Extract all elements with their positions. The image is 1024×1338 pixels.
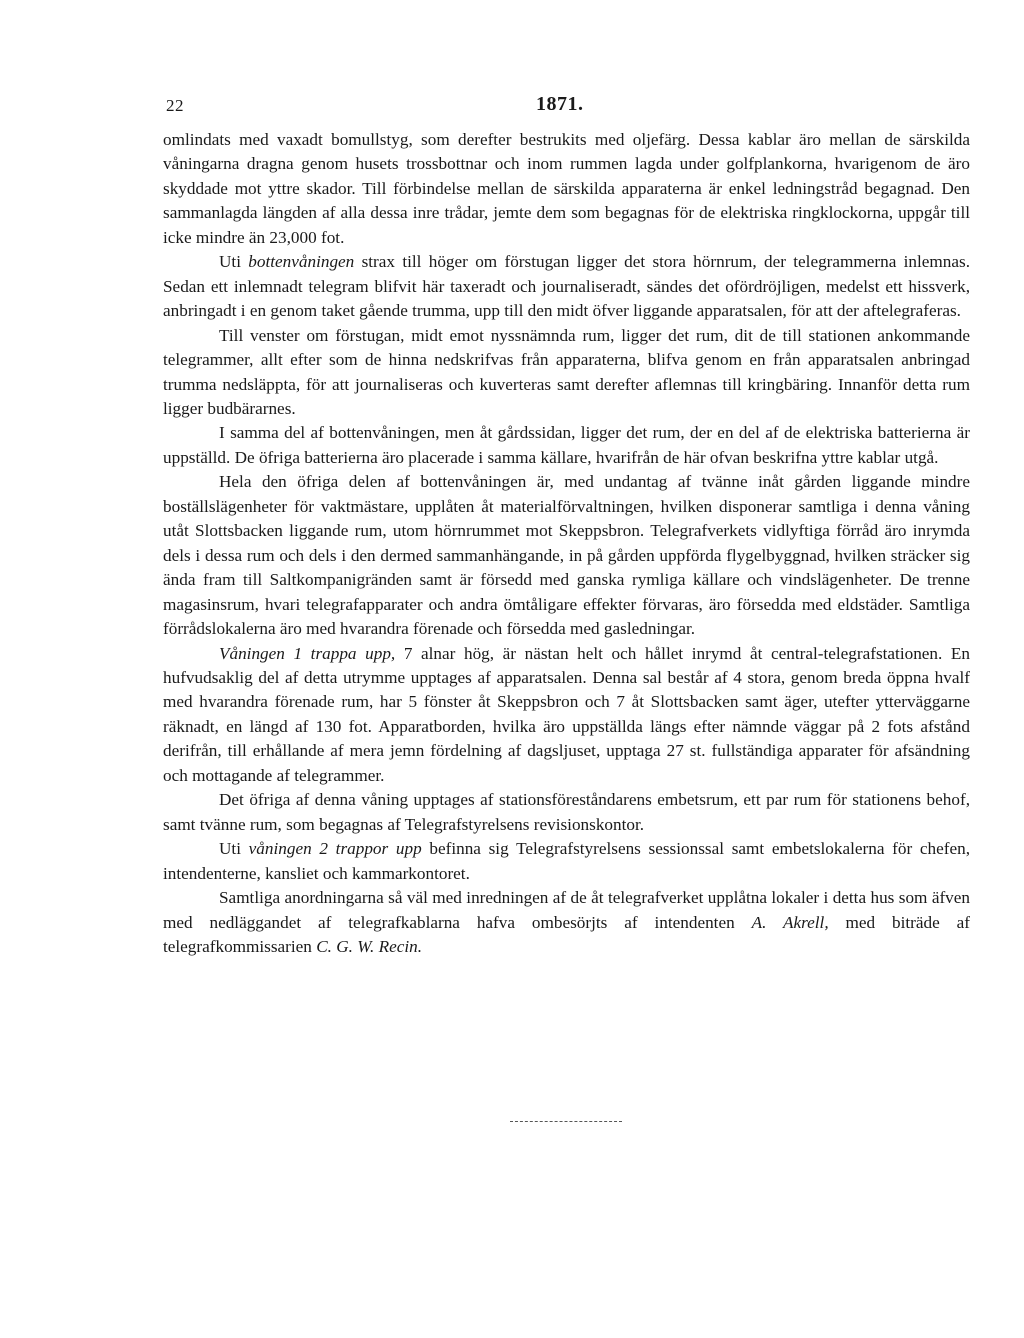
text-segment: I samma del af bottenvåningen, men åt gårdssidan, ligger det rum, der en del af de elektriska batterierna är uppställd. De öfriga batterierna äro placerade i samma källare, hvarifrån de här ofvan beskrifna yttre kablar utgå. [163,423,970,467]
text-segment: omlindats med vaxadt bomullstyg, som derefter bestrukits med oljefärg. Dessa kablar äro mellan de särskilda våningarna dragna genom husets trossbottnar och inom rummen lagda under golfplankorna, hvarigenom de äro skyddade mot yttre skador. Till förbindelse mellan de särskilda apparaterna är enkel ledningstråd begagnad. Den sammanlagda längden af alla dessa inre trådar, jemte dem som begagnas för de elektriska ringklockorna, uppgår till icke mindre än 23,000 fot. [163,130,970,247]
paragraph-p8 [163,837,970,886]
body-text [163,128,970,959]
end-divider [510,1121,622,1122]
italic-text: A. Akrell, [751,912,829,932]
text-segment: strax till höger om förstugan ligger det stora hörnrum, der telegrammerna inlemnas. Sedan ett inlemnadt telegram blifvit här taxeradt och journaliseradt, sändes det ofördröjligen, medelst ett hissverk, anbringadt i en genom taket gående trumma, upp till den midt öfver liggande apparatsalen, för att der aftelegraferas. [163,252,971,321]
text-segment: Uti [219,839,249,859]
page-number: 22 [166,96,184,115]
paragraph-p1 [163,128,970,250]
paragraph-p3 [163,324,970,422]
text-segment: 7 alnar hög, är nästan helt och hållet inrymd åt central-telegrafstationen. En hufvudsaklig del af detta utrymme upptages af apparatsalen. Denna sal består af 4 stora, genom breda öppna hvalf med hvarandra förenade rum, har 5 fönster åt Skeppsbron och 7 åt Slottsbacken samt äger, utefter ytterväggarne räknadt, en längd af 130 fot. Apparatborden, hvilka äro uppställda längs efter nämnde väggar på 2 fots afstånd derifrån, till erhållande af mera jemn fördelning af dagsljuset, upptaga 27 st. fullständiga apparater för afsändning och mottagande af telegrammer. [163,643,971,785]
paragraph-p4 [163,421,970,470]
paragraph-p6 [163,642,970,789]
page-year-heading: 1871. [536,93,584,115]
text-segment: Hela den öfriga delen af bottenvåningen är, med undantag af tvänne inåt gården liggande mindre boställslägenheter för vaktmästare, upplåten åt materialförvaltningen, hvilken disponerar samtliga i denna våning utåt Slottsbacken liggande rum, utom hörnrummet mot Skeppsbron. Telegrafverkets vidlyftiga förråd äro inrymda dels i dessa rum och dels i den dermed sammanhängande, in på gården uppförda flygelbyggnad, hvilken sträcker sig ända fram till Saltkompanigränden samt är försedd med ganska rymliga källare och vindslägenheter. De trenne magasinsrum, hvari telegrafapparater och andra ömtåligare effekter förvaras, äro försedda med eldstäder. Samtliga förrådslokalerna äro med hvarandra förenade och försedda med gasledningar. [163,472,970,639]
italic-text: Våningen 1 trappa upp, [219,643,396,663]
italic-text: våningen 2 trappor upp [248,839,422,859]
text-segment: Samtliga anordningarna så väl med inredningen af de åt telegrafverket upplåtna lokaler i detta hus som äfven med nedläggandet af telegrafkablarna hafva ombesörjts af intendenten [163,888,970,932]
text-segment: befinna sig Telegrafstyrelsens sessionssal samt embetslokalerna för chefen, intendenterne, kansliet och kammarkontoret. [163,839,971,883]
text-segment: Uti [219,252,249,272]
paragraph-p9 [163,886,970,959]
paragraph-p2 [163,250,970,323]
paragraph-p5 [163,470,970,641]
italic-text: bottenvåningen [248,252,355,272]
text-segment: med biträde af telegrafkommissarien [163,912,970,956]
text-segment: Det öfriga af denna våning upptages af stationsföreståndarens embetsrum, ett par rum för stationens behof, samt tvänne rum, som begagnas af Telegrafstyrelsens revisionskontor. [163,790,970,834]
paragraph-p7 [163,788,970,837]
italic-text: C. G. W. Recin. [316,936,423,956]
text-segment: Till venster om förstugan, midt emot nyssnämnda rum, ligger det rum, dit de till stationen ankommande telegrammer, allt efter som de hinna nedskrifvas från apparaterna, blifva genom en från apparatsalen anbringad trumma nedsläppta, för att journaliseras och kuverteras samt derefter aflemnas till kringbäring. Innanför detta rum ligger budbärarnes. [163,325,970,418]
